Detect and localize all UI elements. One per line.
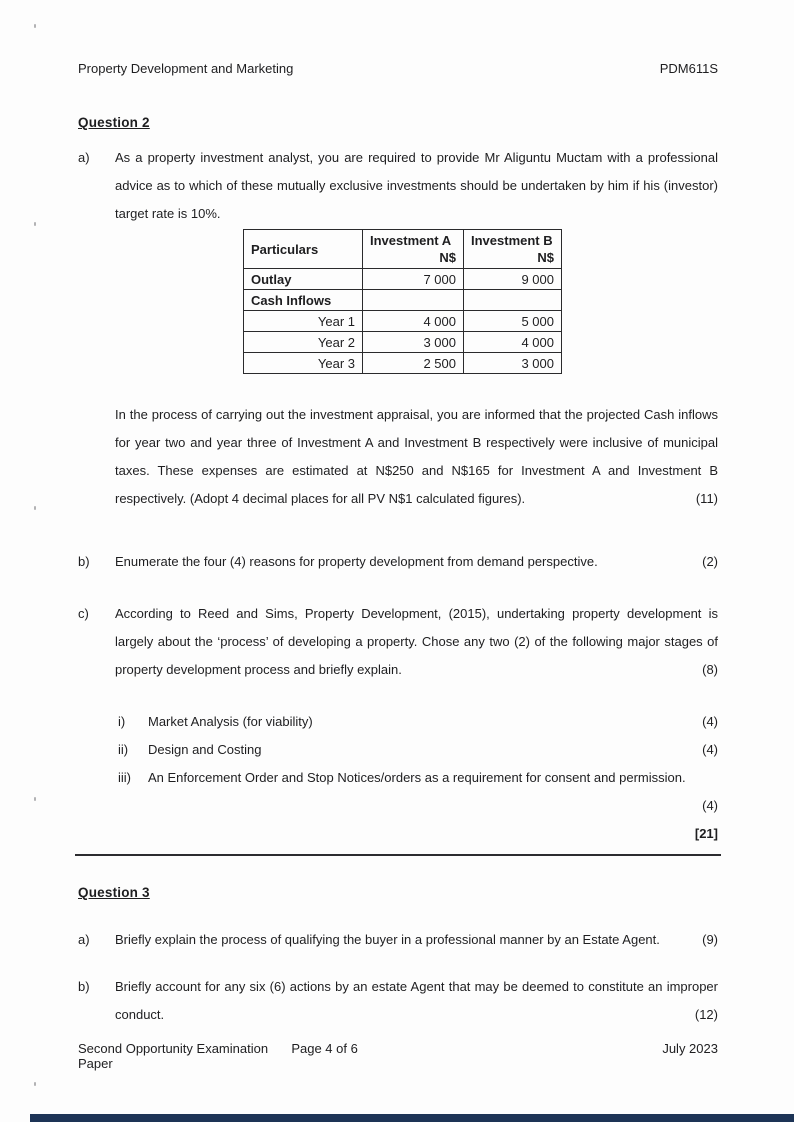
question3-heading xyxy=(78,885,718,900)
scan-artifact xyxy=(34,24,36,28)
item-text: Market Analysis (for viability) xyxy=(148,714,313,729)
value-b: 5 000 xyxy=(464,311,562,332)
footer-date: July 2023 xyxy=(662,1041,718,1056)
value-b: 4 000 xyxy=(464,332,562,353)
list-item xyxy=(78,708,718,736)
marks: (9) xyxy=(702,932,718,947)
col-particulars: Particulars xyxy=(251,241,319,257)
part-label: a) xyxy=(78,150,90,165)
question2-part-b xyxy=(78,548,718,576)
scan-artifact xyxy=(34,222,36,226)
table-row xyxy=(244,353,562,374)
marks: (4) xyxy=(702,798,718,813)
question2-part-a-followup xyxy=(78,401,718,513)
question3-part-b xyxy=(78,973,718,1029)
part-text: Briefly account for any six (6) actions by an estate Agent that may be deemed to constitute an improper conduct. xyxy=(115,979,718,1022)
value-a: 4 000 xyxy=(363,311,464,332)
marks: (4) xyxy=(702,714,718,729)
section-divider xyxy=(75,854,721,856)
marks: (8) xyxy=(702,662,718,677)
col-investment-b-currency: N$ xyxy=(537,250,554,265)
list-item xyxy=(78,736,718,764)
item-label: ii) xyxy=(118,742,129,757)
part-label: c) xyxy=(78,606,89,621)
question2-c-items xyxy=(78,708,718,848)
table-row xyxy=(244,269,562,290)
question2-title: Question 2 xyxy=(78,115,150,130)
part-text: According to Reed and Sims, Property Development, (2015), undertaking property development is largely about the ‘process’ of developing a property. Chose any two (2) of the following major stages of property development process and briefly explain. xyxy=(115,606,718,677)
question3-part-a xyxy=(78,926,718,954)
col-investment-b: Investment B xyxy=(471,233,553,248)
row-label: Outlay xyxy=(244,269,363,290)
value-b xyxy=(464,290,562,311)
value-b: 9 000 xyxy=(464,269,562,290)
investment-table xyxy=(243,229,562,374)
question2-heading xyxy=(78,115,718,130)
row-label: Year 1 xyxy=(244,311,363,332)
scan-artifact xyxy=(34,797,36,801)
list-item xyxy=(78,764,718,792)
followup-text: In the process of carrying out the investment appraisal, you are informed that the projected Cash inflows for year two and year three of Investment A and Investment B respectively were inclusive of municipal taxes. These expenses are estimated at N$250 and N$165 for Investment A and Investment B respectively. (Adopt 4 decimal places for all PV N$1 calculated figures). xyxy=(115,407,718,506)
item-label: i) xyxy=(118,714,126,729)
question2-part-a xyxy=(78,144,718,228)
item-label: iii) xyxy=(118,770,131,785)
course-title: Property Development and Marketing xyxy=(78,61,294,76)
value-b: 3 000 xyxy=(464,353,562,374)
marks: (4) xyxy=(702,742,718,757)
scan-bottom-edge xyxy=(30,1114,794,1122)
course-code: PDM611S xyxy=(659,61,718,76)
part-label: a) xyxy=(78,932,90,947)
col-investment-a-currency: N$ xyxy=(439,250,456,265)
part-text: Briefly explain the process of qualifying the buyer in a professional manner by an Estate Agent. xyxy=(115,932,660,947)
table-row xyxy=(244,290,562,311)
question2-part-c xyxy=(78,600,718,684)
footer-page-number: Page 4 of 6 xyxy=(291,1041,358,1056)
marks: (2) xyxy=(702,554,718,569)
value-a xyxy=(363,290,464,311)
page-header xyxy=(78,61,718,76)
part-label: b) xyxy=(78,979,90,994)
scan-artifact xyxy=(34,1082,36,1086)
row-label: Year 3 xyxy=(244,353,363,374)
value-a: 7 000 xyxy=(363,269,464,290)
row-label: Year 2 xyxy=(244,332,363,353)
question2-total-marks: [21] xyxy=(694,826,718,841)
part-text: As a property investment analyst, you are required to provide Mr Aliguntu Muctam with a professional advice as to which of these mutually exclusive investments should be undertaken by him if his (investor) target rate is 10%. xyxy=(115,150,718,221)
scan-artifact xyxy=(34,506,36,510)
table-row xyxy=(244,332,562,353)
item-text: Design and Costing xyxy=(148,742,262,757)
question3-title: Question 3 xyxy=(78,885,150,900)
investment-table-wrap xyxy=(78,229,718,374)
table-header-row xyxy=(244,230,562,269)
part-text: Enumerate the four (4) reasons for property development from demand perspective. xyxy=(115,554,598,569)
row-label: Cash Inflows xyxy=(244,290,363,311)
value-a: 3 000 xyxy=(363,332,464,353)
col-investment-a: Investment A xyxy=(370,233,452,248)
part-label: b) xyxy=(78,554,90,569)
marks: (12) xyxy=(694,1007,718,1022)
page-footer xyxy=(78,1041,718,1071)
value-a: 2 500 xyxy=(363,353,464,374)
footer-paper-type: Second Opportunity Examination Paper xyxy=(78,1041,269,1071)
item-text: An Enforcement Order and Stop Notices/orders as a requirement for consent and permission. xyxy=(148,770,686,785)
marks: (11) xyxy=(695,491,718,506)
table-row xyxy=(244,311,562,332)
